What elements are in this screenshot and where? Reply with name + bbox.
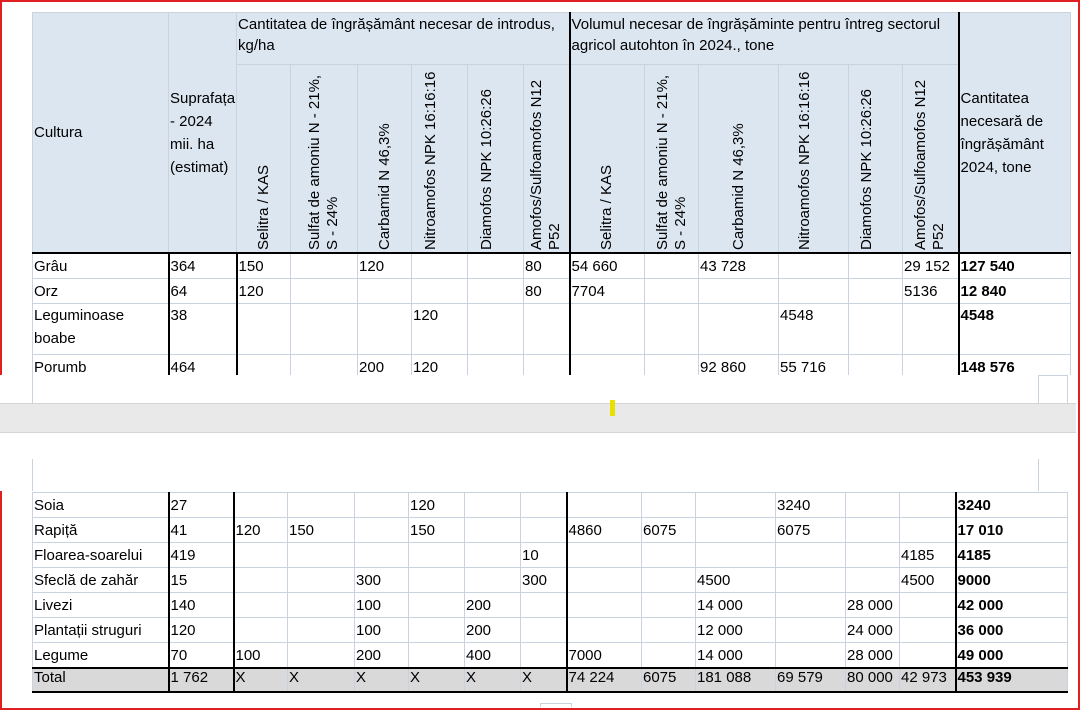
- cell-total: 9000: [956, 568, 1068, 593]
- header-fertilizer-label: Nitroamofos NPK 16:16:16: [795, 71, 813, 250]
- gap-border: [1038, 459, 1039, 491]
- cell-volume: [903, 304, 959, 355]
- cell-area: 419: [169, 543, 234, 568]
- cell-rate: 80: [524, 279, 570, 304]
- cell-rate: 120: [358, 253, 412, 279]
- fertilizer-table-top: [32, 12, 1071, 380]
- cell-volume: [776, 618, 846, 643]
- header-fertilizer-label: Sulfat de amoniu N - 21%, S - 24%: [306, 74, 342, 250]
- cell-rate: 120: [234, 518, 288, 543]
- cell-rate: [468, 304, 524, 355]
- header-fertilizer-label: Selitra / KAS: [254, 164, 272, 250]
- cell-volume: 28 000: [846, 593, 900, 618]
- cell-rate: 200: [465, 593, 521, 618]
- cell-culture: Livezi: [33, 593, 169, 618]
- cell-volume: [567, 543, 642, 568]
- cell-rate: 150: [409, 518, 465, 543]
- cell-volume: [567, 593, 642, 618]
- cell-volume: [900, 493, 956, 518]
- cell-volume: 43 728: [699, 253, 779, 279]
- cell-rate: [288, 593, 355, 618]
- cell-volume: [779, 279, 849, 304]
- header-fertilizer-rate-3: [412, 65, 468, 254]
- header-fertilizer-rate-1: [291, 65, 358, 254]
- cell-volume: [846, 568, 900, 593]
- cell-volume: [779, 253, 849, 279]
- gap-border: [32, 459, 33, 491]
- cell-rate: [288, 643, 355, 669]
- cell-volume: 74 224: [567, 668, 642, 692]
- cell-rate: [468, 253, 524, 279]
- cell-rate: 300: [355, 568, 409, 593]
- cell-volume: [696, 543, 776, 568]
- table-row: [33, 618, 1068, 643]
- cell-culture: Legume: [33, 643, 169, 669]
- cell-rate: [412, 253, 468, 279]
- header-culture: [33, 13, 169, 254]
- header-fertilizer-vol-3: [779, 65, 849, 254]
- table-row: [33, 643, 1068, 669]
- cell-rate: 120: [409, 493, 465, 518]
- total-row: [33, 668, 1068, 692]
- cell-rate: [288, 568, 355, 593]
- cell-total: 42 000: [956, 593, 1068, 618]
- cell-rate: X: [409, 668, 465, 692]
- cell-volume: 6075: [776, 518, 846, 543]
- cell-total: 148 576: [959, 355, 1071, 380]
- page-break-band: [0, 403, 1076, 433]
- cell-volume: [900, 643, 956, 669]
- cell-culture: Floarea-soarelui: [33, 543, 169, 568]
- cell-rate: [291, 253, 358, 279]
- cell-rate: 120: [237, 279, 291, 304]
- cell-volume: [696, 493, 776, 518]
- header-group-rate: [237, 13, 570, 65]
- cell-rate: [521, 643, 567, 669]
- cell-culture: Plantații struguri: [33, 618, 169, 643]
- header-fertilizer-rate-0: [237, 65, 291, 254]
- cell-volume: 7000: [567, 643, 642, 669]
- cell-rate: [465, 568, 521, 593]
- cell-rate: [234, 543, 288, 568]
- table-row: [33, 304, 1071, 355]
- cell-volume: [642, 618, 696, 643]
- cell-rate: [291, 279, 358, 304]
- cell-rate: [465, 543, 521, 568]
- cell-culture: Total: [33, 668, 169, 692]
- cell-volume: 181 088: [696, 668, 776, 692]
- cell-rate: [521, 593, 567, 618]
- cell-rate: [521, 493, 567, 518]
- header-fertilizer-label: Carbamid N 46,3%: [729, 123, 747, 250]
- cell-rate: 120: [412, 355, 468, 380]
- cell-rate: [358, 304, 412, 355]
- cell-rate: [465, 518, 521, 543]
- cell-rate: [234, 618, 288, 643]
- cell-rate: 200: [465, 618, 521, 643]
- header-fertilizer-label: Nitroamofos NPK 16:16:16: [421, 71, 439, 250]
- cell-total: 4185: [956, 543, 1068, 568]
- cell-rate: X: [355, 668, 409, 692]
- table-row: [33, 279, 1071, 304]
- table-row: [33, 593, 1068, 618]
- cell-volume: [846, 518, 900, 543]
- cell-volume: 54 660: [570, 253, 645, 279]
- header-fertilizer-vol-0: [570, 65, 645, 254]
- header-fertilizer-vol-5: [903, 65, 959, 254]
- cell-total: 17 010: [956, 518, 1068, 543]
- cell-volume: 24 000: [846, 618, 900, 643]
- header-fertilizer-label: Carbamid N 46,3%: [375, 123, 393, 250]
- table-row: [33, 543, 1068, 568]
- cell-rate: [355, 493, 409, 518]
- cell-rate: [288, 493, 355, 518]
- cell-volume: [849, 279, 903, 304]
- cell-volume: 42 973: [900, 668, 956, 692]
- cell-rate: [521, 618, 567, 643]
- cell-rate: 100: [234, 643, 288, 669]
- cell-area: 64: [169, 279, 237, 304]
- cell-volume: 5136: [903, 279, 959, 304]
- cell-volume: [776, 543, 846, 568]
- header-fertilizer-label: Sulfat de amoniu N - 21%, S - 24%: [653, 74, 689, 250]
- header-total: [959, 13, 1071, 254]
- cell-volume: 7704: [570, 279, 645, 304]
- cell-rate: 200: [355, 643, 409, 669]
- cell-rate: [288, 543, 355, 568]
- cell-rate: [234, 593, 288, 618]
- header-fertilizer-label: Amofos/Sulfoamofos N12 P52: [528, 79, 564, 250]
- cell-area: 1 762: [169, 668, 234, 692]
- cell-rate: [409, 593, 465, 618]
- cell-rate: X: [288, 668, 355, 692]
- cell-rate: [409, 543, 465, 568]
- cell-volume: [776, 593, 846, 618]
- page-break-gap: [0, 375, 1076, 491]
- cell-rate: X: [465, 668, 521, 692]
- cell-volume: [849, 304, 903, 355]
- cell-volume: [645, 279, 699, 304]
- cell-volume: [645, 304, 699, 355]
- cell-total: 127 540: [959, 253, 1071, 279]
- cell-rate: [524, 304, 570, 355]
- cell-volume: [846, 543, 900, 568]
- cell-total: 3240: [956, 493, 1068, 518]
- cell-rate: [412, 279, 468, 304]
- cell-rate: 400: [465, 643, 521, 669]
- cell-culture: Porumb: [33, 355, 169, 380]
- cell-rate: 100: [355, 593, 409, 618]
- header-fertilizer-label: Selitra / KAS: [598, 164, 616, 250]
- cell-area: 364: [169, 253, 237, 279]
- cell-volume: 4500: [696, 568, 776, 593]
- cell-rate: 150: [237, 253, 291, 279]
- cell-area: 38: [169, 304, 237, 355]
- header-fertilizer-rate-5: [524, 65, 570, 254]
- cell-rate: 10: [521, 543, 567, 568]
- cell-area: 15: [169, 568, 234, 593]
- header-fertilizer-vol-2: [699, 65, 779, 254]
- cell-volume: 92 860: [699, 355, 779, 380]
- cell-rate: [234, 568, 288, 593]
- header-group-volume-label: Volumul necesar de îngrășăminte pentru întreg sectorul agricol autohton în 2024., tone: [571, 16, 941, 54]
- cell-rate: [468, 279, 524, 304]
- header-culture-label: Cultura: [34, 124, 83, 141]
- cell-area: 120: [169, 618, 234, 643]
- cell-rate: [288, 618, 355, 643]
- cell-volume: 3240: [776, 493, 846, 518]
- cell-culture: Orz: [33, 279, 169, 304]
- text-cursor: [610, 400, 615, 416]
- header-fertilizer-rate-2: [358, 65, 412, 254]
- cell-volume: 4185: [900, 543, 956, 568]
- cell-volume: [567, 618, 642, 643]
- cell-volume: 55 716: [779, 355, 849, 380]
- cell-culture: Sfeclă de zahăr: [33, 568, 169, 593]
- cell-volume: 6075: [642, 518, 696, 543]
- header-total-label: Cantitatea necesară de îngrășământ 2024, tone: [960, 89, 1044, 176]
- header-fertilizer-rate-4: [468, 65, 524, 254]
- cell-volume: [642, 543, 696, 568]
- table-row: [33, 253, 1071, 279]
- cell-rate: 300: [521, 568, 567, 593]
- cell-volume: [642, 493, 696, 518]
- cell-rate: [465, 493, 521, 518]
- cell-volume: 4548: [779, 304, 849, 355]
- cell-culture: Grâu: [33, 253, 169, 279]
- header-fertilizer-vol-1: [645, 65, 699, 254]
- top-body: [33, 253, 1071, 380]
- cell-area: 464: [169, 355, 237, 380]
- fertilizer-table-bottom: [32, 492, 1068, 693]
- cell-volume: 12 000: [696, 618, 776, 643]
- cell-rate: [358, 279, 412, 304]
- cell-rate: [355, 518, 409, 543]
- header-fertilizer-label: Diamofos NPK 10:26:26: [857, 89, 875, 250]
- cell-volume: [900, 518, 956, 543]
- header-area-label: Suprafața - 2024 mii. ha (estimat): [170, 89, 236, 176]
- cell-volume: [776, 568, 846, 593]
- cell-rate: 150: [288, 518, 355, 543]
- cell-rate: [409, 568, 465, 593]
- cell-rate: 80: [524, 253, 570, 279]
- cell-rate: X: [521, 668, 567, 692]
- cell-rate: [355, 543, 409, 568]
- cell-volume: [849, 253, 903, 279]
- cell-volume: 14 000: [696, 643, 776, 669]
- cell-volume: [567, 493, 642, 518]
- cell-volume: [699, 304, 779, 355]
- cell-rate: [237, 304, 291, 355]
- cell-volume: [699, 279, 779, 304]
- header-fertilizer-label: Diamofos NPK 10:26:26: [477, 89, 495, 250]
- cell-volume: 4500: [900, 568, 956, 593]
- cell-culture: Rapiță: [33, 518, 169, 543]
- header-area: [169, 13, 237, 254]
- cell-volume: [642, 643, 696, 669]
- cell-culture: Soia: [33, 493, 169, 518]
- table-row: [33, 518, 1068, 543]
- cell-volume: [642, 568, 696, 593]
- cell-rate: [521, 518, 567, 543]
- cell-volume: [900, 593, 956, 618]
- cell-volume: 4860: [567, 518, 642, 543]
- cell-rate: [409, 643, 465, 669]
- cell-volume: 80 000: [846, 668, 900, 692]
- cell-rate: 200: [358, 355, 412, 380]
- header-group-rate-label: Cantitatea de îngrășământ necesar de introdus, kg/ha: [238, 16, 555, 54]
- cell-volume: [696, 518, 776, 543]
- cell-volume: [567, 568, 642, 593]
- cell-rate: [234, 493, 288, 518]
- cell-area: 70: [169, 643, 234, 669]
- cell-rate: [291, 304, 358, 355]
- cell-volume: 28 000: [846, 643, 900, 669]
- cell-total: 49 000: [956, 643, 1068, 669]
- gap-border: [1038, 375, 1068, 405]
- cell-area: 140: [169, 593, 234, 618]
- cell-total: 36 000: [956, 618, 1068, 643]
- cell-area: 41: [169, 518, 234, 543]
- cell-rate: X: [234, 668, 288, 692]
- cell-volume: 29 152: [903, 253, 959, 279]
- gap-border: [32, 375, 33, 403]
- cell-rate: [409, 618, 465, 643]
- table-row: [33, 493, 1068, 518]
- cell-culture: Leguminoase boabe: [33, 304, 169, 355]
- cell-total: 453 939: [956, 668, 1068, 692]
- cell-volume: [846, 493, 900, 518]
- cell-volume: [570, 304, 645, 355]
- header-fertilizer-vol-4: [849, 65, 903, 254]
- header-fertilizer-label: Amofos/Sulfoamofos N12 P52: [912, 79, 948, 250]
- cell-volume: [642, 593, 696, 618]
- cell-volume: [900, 618, 956, 643]
- cell-volume: 14 000: [696, 593, 776, 618]
- cell-volume: [776, 643, 846, 669]
- page-edge-mark: [540, 703, 572, 707]
- cell-rate: 100: [355, 618, 409, 643]
- header-group-volume: [570, 13, 959, 65]
- cell-area: 27: [169, 493, 234, 518]
- cell-volume: 69 579: [776, 668, 846, 692]
- bottom-body: [33, 493, 1068, 693]
- cell-total: 12 840: [959, 279, 1071, 304]
- table-row: [33, 568, 1068, 593]
- cell-volume: [645, 253, 699, 279]
- cell-total: 4548: [959, 304, 1071, 355]
- cell-rate: 120: [412, 304, 468, 355]
- cell-volume: 6075: [642, 668, 696, 692]
